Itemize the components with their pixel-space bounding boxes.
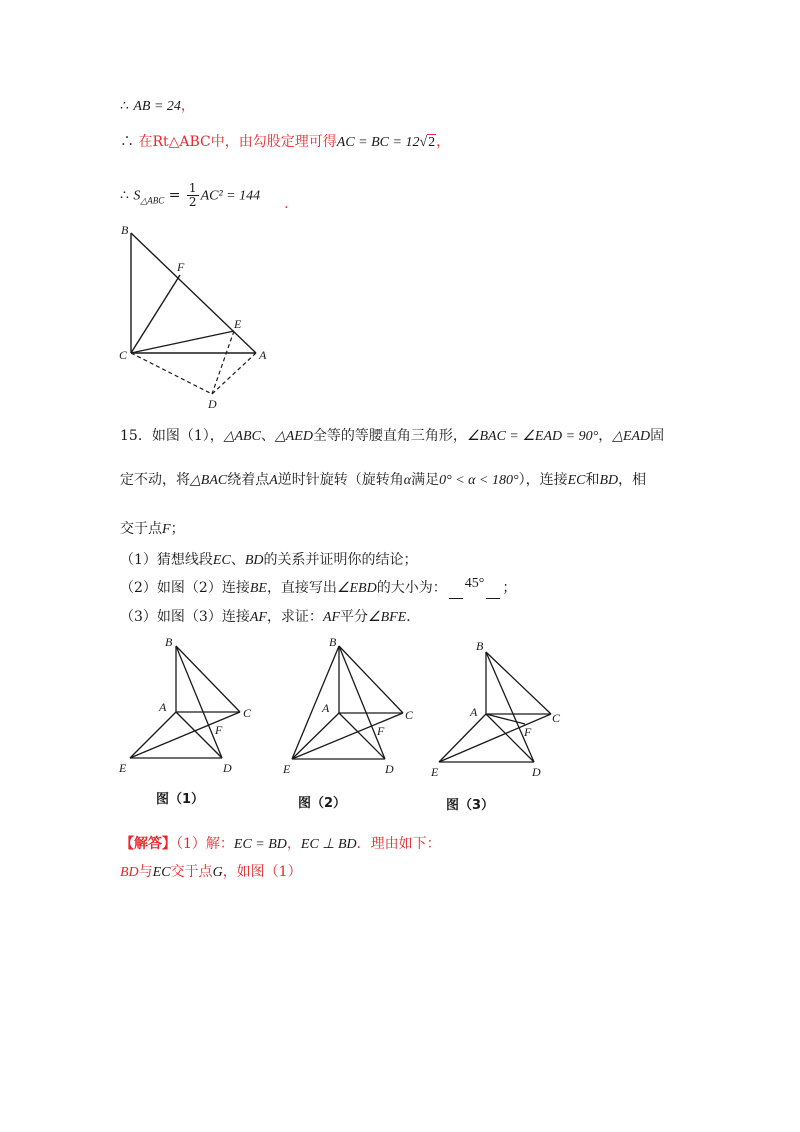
- caption-figure-3: 图（3）: [446, 798, 495, 813]
- comma: ，: [180, 98, 195, 114]
- label-d: D: [532, 765, 541, 779]
- therefore-symbol: ∴: [120, 187, 134, 204]
- comma: ，: [436, 134, 451, 150]
- half-fraction: $\frac{1}{2}$: [188, 181, 197, 209]
- answer-line-1: 【解答】（1）解：EC = BD，EC ⊥ BD．理由如下：: [120, 836, 441, 852]
- label-a: A: [322, 701, 330, 715]
- label-f: F: [524, 725, 532, 739]
- therefore-symbol: ∴: [120, 134, 139, 150]
- problem-line-1: 15．如图（1），△ABC、△AED全等的等腰直角三角形，∠BAC = ∠EAD = 90°，△EAD固: [120, 428, 665, 444]
- caption-figure-1: 图（1）: [156, 792, 205, 807]
- line-area: [120, 182, 289, 210]
- label-f: F: [177, 260, 185, 274]
- problem-line-3: 交于点F；: [120, 521, 185, 537]
- label-d: D: [208, 397, 217, 411]
- label-a: A: [259, 348, 267, 362]
- area-symbol: S: [133, 188, 141, 204]
- label-b: B: [329, 635, 337, 649]
- sqrt-value: 2: [428, 135, 436, 150]
- equals: =: [164, 187, 185, 204]
- label-a: A: [159, 700, 167, 714]
- label-f: F: [215, 723, 223, 737]
- ab-expression: AB = 24: [133, 99, 181, 114]
- period: .: [284, 195, 289, 212]
- label-e: E: [431, 765, 439, 779]
- area-expression: AC² = 144: [200, 188, 261, 204]
- label-c: C: [243, 706, 252, 720]
- label-f: F: [377, 724, 385, 738]
- label-d: D: [223, 761, 232, 775]
- problem-line-2: 定不动，将△BAC绕着点A逆时针旋转（旋转角α满足0° < α < 180°），连接EC和BD，相: [120, 472, 647, 488]
- answer-tag: 【解答】: [120, 836, 176, 852]
- pythagorean-text: 在Rt△ABC中，由勾股定理可得: [138, 134, 337, 150]
- label-a: A: [470, 705, 478, 719]
- label-d: D: [385, 762, 394, 776]
- sub-question-3: （3）如图（3）连接AF，求证：AF平分∠BFE．: [120, 609, 421, 625]
- area-subscript: △ABC: [140, 195, 165, 206]
- answer-45-degrees: 45°: [464, 576, 485, 591]
- figure-triangle-top: [110, 218, 280, 413]
- label-e: E: [283, 762, 291, 776]
- sub-question-2: （2）如图（2）连接BE，直接写出∠EBD的大小为： 45° ；: [120, 578, 516, 599]
- label-c: C: [405, 708, 414, 722]
- figure-2: [277, 628, 427, 778]
- figure-3: [424, 632, 574, 782]
- figure-1: [115, 632, 265, 777]
- therefore-symbol: ∴: [120, 98, 134, 114]
- label-c: C: [119, 348, 128, 362]
- label-e: E: [119, 761, 127, 775]
- line-pythagorean: ∴ 在Rt△ABC中，由勾股定理可得AC = BC = 12√2，: [120, 134, 451, 150]
- ac-bc-expression: AC = BC = 12: [336, 135, 420, 150]
- label-b: B: [165, 635, 173, 649]
- sub-question-1: （1）猜想线段EC、BD的关系并证明你的结论；: [120, 552, 418, 568]
- label-e: E: [234, 317, 242, 331]
- line-ab-equals: [120, 96, 195, 117]
- caption-figure-2: 图（2）: [298, 796, 347, 811]
- answer-line-2: BD与EC交于点G，如图（1）: [120, 864, 302, 880]
- label-b: B: [476, 639, 484, 653]
- label-b: B: [121, 223, 129, 237]
- label-c: C: [552, 711, 561, 725]
